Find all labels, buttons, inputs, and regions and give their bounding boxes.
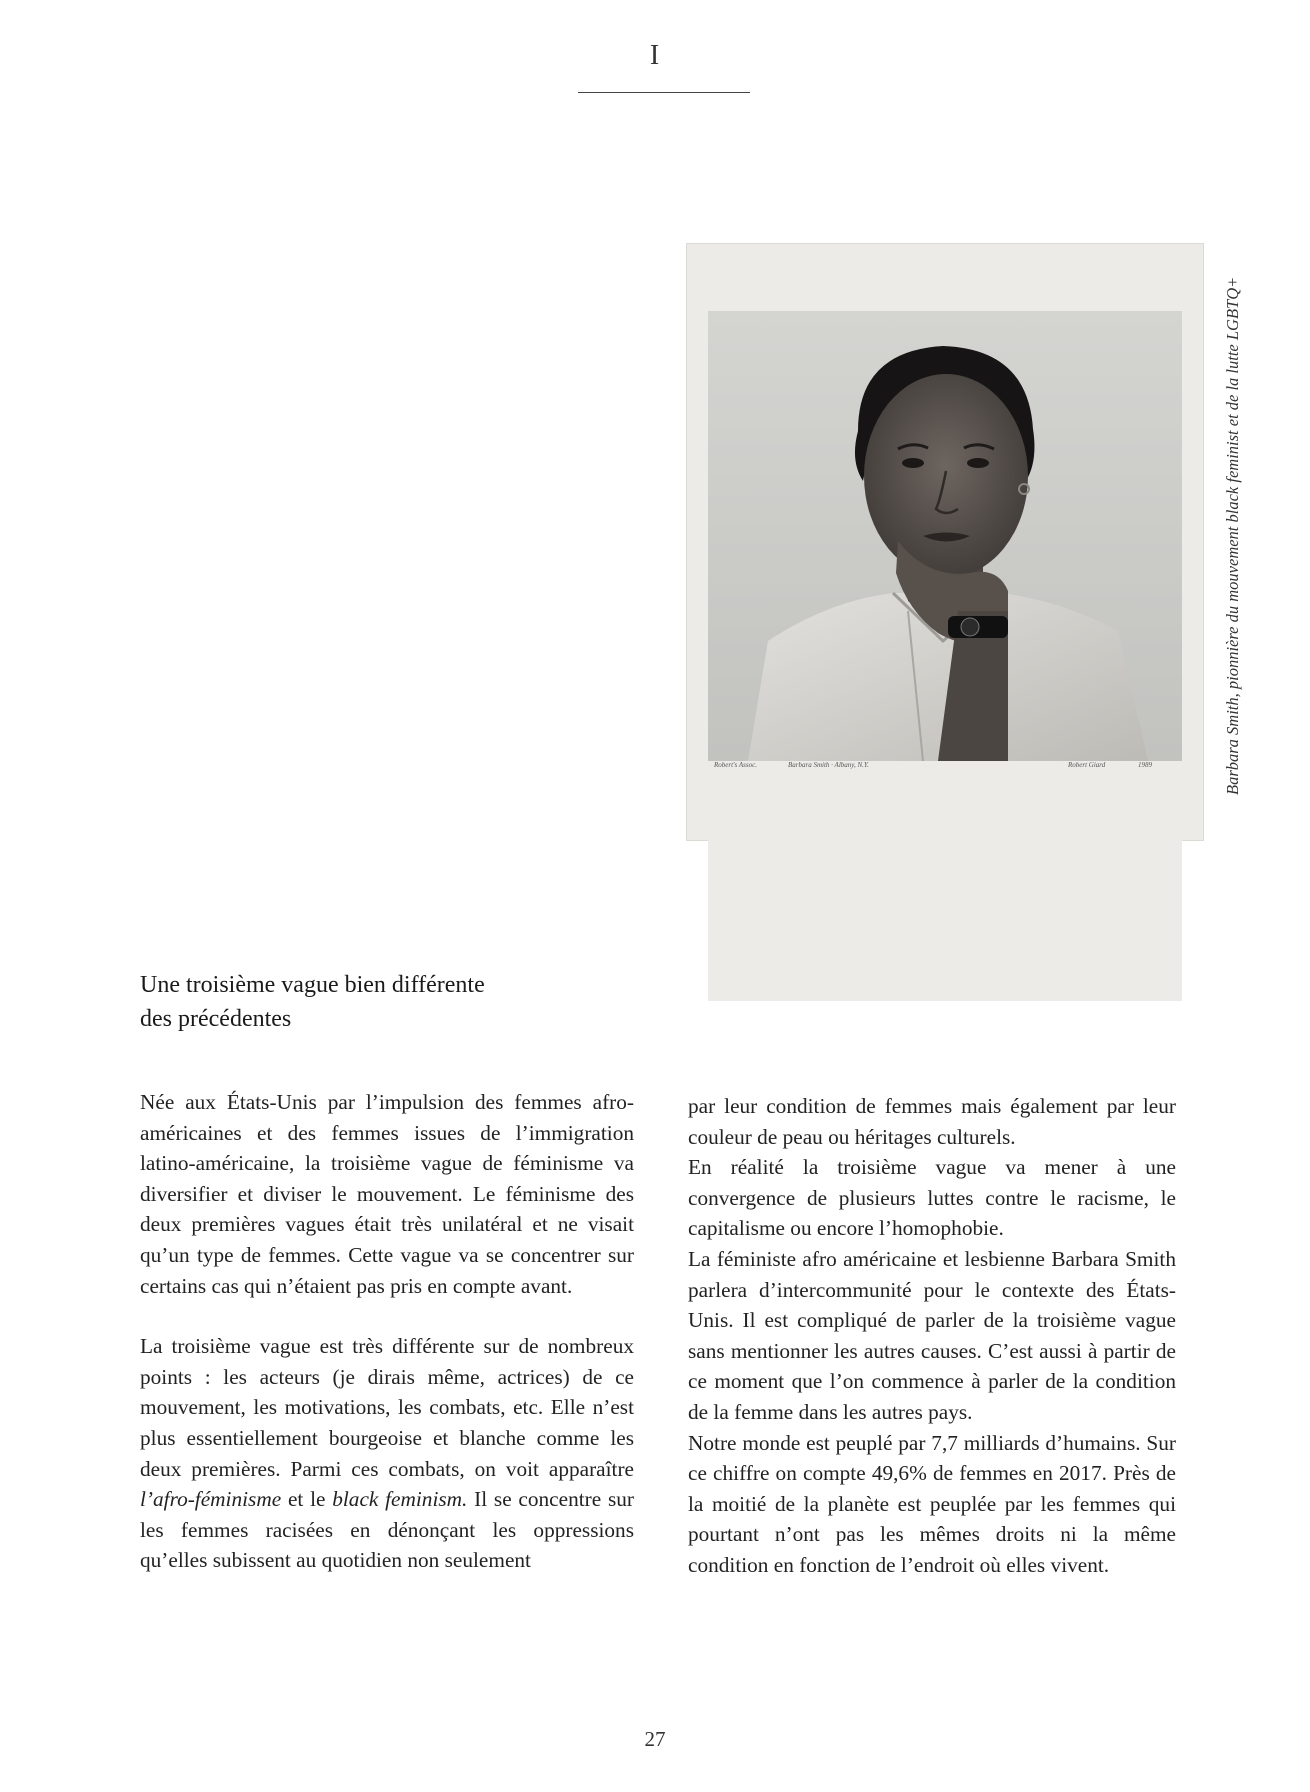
paragraph: Notre monde est peuplé par 7,7 milliards d’humains. Sur ce chiffre on compte 49,6% de femmes en 2017. Près de la moitié de la planète est peuplée par les femmes qui pourtant n’ont pas les mêmes droits ni la même condition en fonction de l’endroit où elles vivent. — [688, 1430, 1176, 1577]
section-heading-line-2: des précédentes — [140, 1006, 292, 1032]
chapter-rule — [578, 92, 750, 93]
body-column-right — [688, 1091, 1176, 1581]
paragraph: Née aux États-Unis par l’impulsion des femmes afro-américaines et des femmes issues de l’immigration latino-américaine, la troisième vague de féminisme va diversifier et diviser le mouvement. Le féminisme des deux premières vagues était très unilatéral et ne visait qu’un type de femmes. Cette vague va se concentrer sur certains cas qui n’étaient pas pris en compte avant. — [140, 1090, 634, 1298]
photo-note-middle: Barbara Smith · Albany, N.Y. — [788, 761, 869, 769]
chapter-numeral: I — [649, 40, 661, 71]
portrait-photo — [708, 311, 1182, 1001]
photo-caption-text: Barbara Smith, pionnière du mouvement black feminist et de la lutte LGBTQ+ — [1223, 276, 1242, 795]
photo-note-left: Robert's Assoc. — [714, 761, 757, 769]
paragraph-text: et le — [281, 1487, 333, 1512]
page-number: 27 — [644, 1727, 666, 1751]
section-heading — [140, 968, 640, 1036]
photo-signature: Robert Giard — [1068, 761, 1106, 769]
photo-caption — [1218, 245, 1250, 795]
photo-notes — [708, 761, 1182, 777]
paragraph-text: La troisième vague est très différente sur de nombreux points : les acteurs (je dirais même, actrices) de ce mouvement, les motivations, les combats, etc. Elle n’est plus essentiellement bourgeoise et blanche comme les deux premières. Parmi ces combats, on voit apparaître — [140, 1334, 634, 1481]
emphasis-afrofeminism: l’afro-féminisme — [140, 1487, 282, 1512]
paragraph: La féministe afro américaine et lesbienne Barbara Smith parlera d’intercommunité pour le contexte des États-Unis. Il est compliqué de parler de la troisième vague sans mentionner les autres causes. C’est aussi à partir de ce moment que l’on commence à parler de la condition de la femme dans les autres pays. — [688, 1246, 1176, 1424]
paragraph-text: Il se concentre sur les femmes racisées en dénonçant les oppressions qu’elles subissent au quotidien non seulement — [140, 1487, 634, 1573]
paragraph: En réalité la troisième vague va mener à une convergence de plusieurs luttes contre le racisme, le capitalisme ou encore l’homophobie. — [688, 1155, 1176, 1241]
paragraph — [140, 1331, 634, 1576]
photo-frame — [686, 243, 1204, 841]
section-heading-line-1: Une troisième vague bien différente — [140, 972, 485, 998]
photo-note-date: 1989 — [1138, 761, 1152, 769]
paragraph: par leur condition de femmes mais également par leur couleur de peau ou héritages culturels. — [688, 1094, 1176, 1149]
body-column-left — [140, 1087, 634, 1576]
emphasis-black-feminism: black feminism. — [332, 1487, 468, 1512]
